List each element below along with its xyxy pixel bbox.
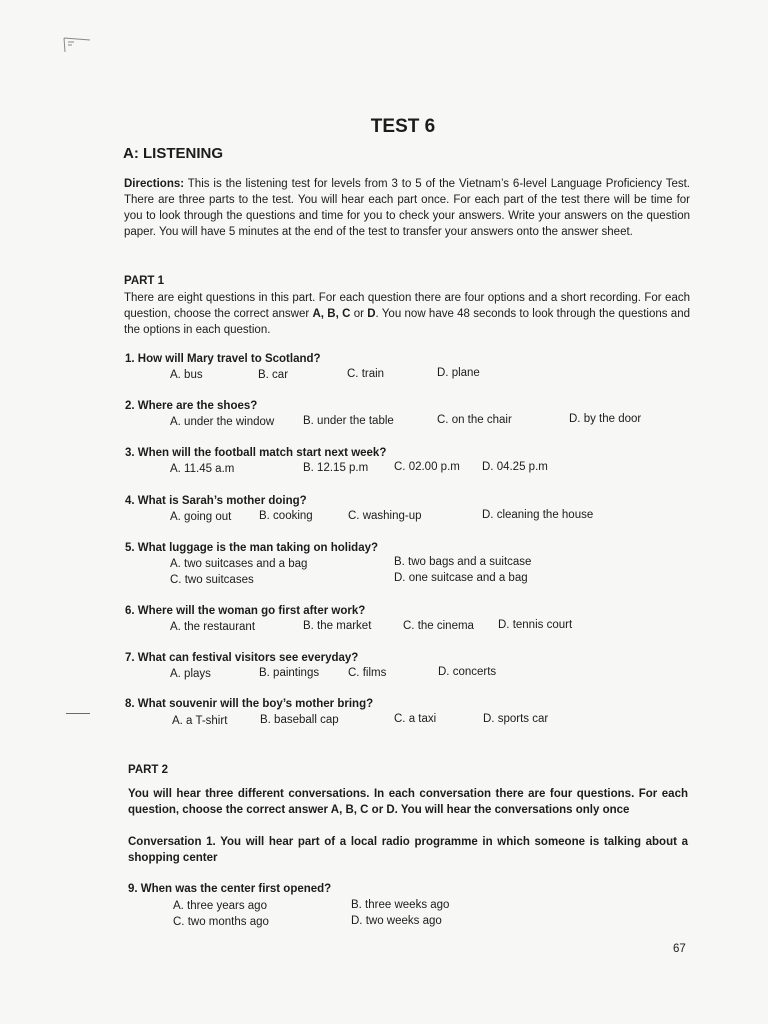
option-2d: D. by the door bbox=[569, 413, 642, 425]
option-1b: B. car bbox=[258, 369, 289, 381]
option-2c: C. on the chair bbox=[437, 414, 512, 426]
option-3b: B. 12.15 p.m bbox=[303, 462, 369, 474]
part1-intro-or: or bbox=[350, 308, 368, 320]
option-7d: D. concerts bbox=[438, 666, 497, 678]
option-3c: C. 02.00 p.m bbox=[394, 461, 460, 473]
option-5a: A. two suitcases and a bag bbox=[170, 558, 308, 570]
conversation-1-intro: Conversation 1. You will hear part of a local radio programme in which someone is talking about a shopping center bbox=[128, 836, 688, 864]
page-title: TEST 6 bbox=[370, 116, 436, 137]
question-1: 1. How will Mary travel to Scotland? bbox=[125, 353, 321, 365]
option-4c: C. washing-up bbox=[348, 510, 422, 522]
option-5b: B. two bags and a suitcase bbox=[394, 556, 532, 568]
option-6d: D. tennis court bbox=[498, 619, 573, 631]
part1-intro-letters: A, B, C bbox=[312, 308, 351, 320]
part1-intro-d: D bbox=[367, 308, 376, 320]
question-6: 6. Where will the woman go first after work? bbox=[125, 605, 366, 617]
question-9: 9. When was the center first opened? bbox=[128, 883, 332, 895]
part1-heading: PART 1 bbox=[124, 275, 165, 287]
option-1a: A. bus bbox=[170, 369, 203, 381]
option-7c: C. films bbox=[348, 667, 387, 679]
part1-intro-text-b: . You now have 48 seconds to look through the questions and the options in each question. bbox=[124, 308, 690, 336]
option-3d: D. 04.25 p.m bbox=[482, 461, 548, 473]
scan-line bbox=[66, 713, 90, 714]
option-9c: C. two months ago bbox=[173, 916, 269, 928]
option-8c: C. a taxi bbox=[394, 713, 437, 725]
question-8: 8. What souvenir will the boy’s mother bring? bbox=[125, 698, 374, 710]
directions-text: This is the listening test for levels from 3 to 5 of the Vietnam’s 6-level Language Proficiency Test. There are three parts to the test. You will hear each part once. For each part of the test there will be time for you to look through the questions and time for you to check your answers. Write your answers on the question paper. You will have 5 minutes at the end of the test to transfer your answers onto the answer sheet. bbox=[124, 178, 690, 238]
option-5c: C. two suitcases bbox=[170, 574, 254, 586]
question-4: 4. What is Sarah’s mother doing? bbox=[125, 495, 307, 507]
question-3: 3. When will the football match start next week? bbox=[125, 447, 387, 459]
option-9a: A. three years ago bbox=[173, 900, 267, 912]
option-5d: D. one suitcase and a bag bbox=[394, 572, 528, 584]
directions-paragraph bbox=[124, 176, 690, 240]
directions-label: Directions: bbox=[124, 178, 185, 190]
part2-heading: PART 2 bbox=[128, 764, 169, 776]
section-heading: A: LISTENING bbox=[123, 145, 223, 162]
option-1d: D. plane bbox=[437, 367, 480, 379]
option-7b: B. paintings bbox=[259, 667, 320, 679]
option-8a: A. a T-shirt bbox=[172, 715, 228, 727]
option-1c: C. train bbox=[347, 368, 385, 380]
option-8b: B. baseball cap bbox=[260, 714, 339, 726]
option-6b: B. the market bbox=[303, 620, 372, 632]
option-3a: A. 11.45 a.m bbox=[170, 463, 235, 475]
option-4b: B. cooking bbox=[259, 510, 313, 522]
question-2: 2. Where are the shoes? bbox=[125, 400, 258, 412]
option-2a: A. under the window bbox=[170, 416, 275, 428]
option-2b: B. under the table bbox=[303, 415, 394, 427]
scan-mark-icon bbox=[62, 36, 92, 54]
option-9d: D. two weeks ago bbox=[351, 915, 442, 927]
part2-intro: You will hear three different conversations. In each conversation there are four questions. For each question, choose the correct answer A, B, C or D. You will hear the conversations only once bbox=[128, 788, 688, 816]
option-8d: D. sports car bbox=[483, 713, 549, 725]
option-6a: A. the restaurant bbox=[170, 621, 256, 633]
page-number: 67 bbox=[673, 943, 686, 955]
option-4d: D. cleaning the house bbox=[482, 509, 594, 521]
option-6c: C. the cinema bbox=[403, 620, 474, 632]
question-5: 5. What luggage is the man taking on holiday? bbox=[125, 542, 379, 554]
option-4a: A. going out bbox=[170, 511, 232, 523]
option-7a: A. plays bbox=[170, 668, 211, 680]
option-9b: B. three weeks ago bbox=[351, 899, 450, 911]
question-7: 7. What can festival visitors see everyday? bbox=[125, 652, 359, 664]
part1-intro bbox=[124, 290, 690, 338]
part1-intro-text-a: There are eight questions in this part. For each question there are four options and a short recording. For each question, choose the correct answer bbox=[124, 292, 690, 320]
